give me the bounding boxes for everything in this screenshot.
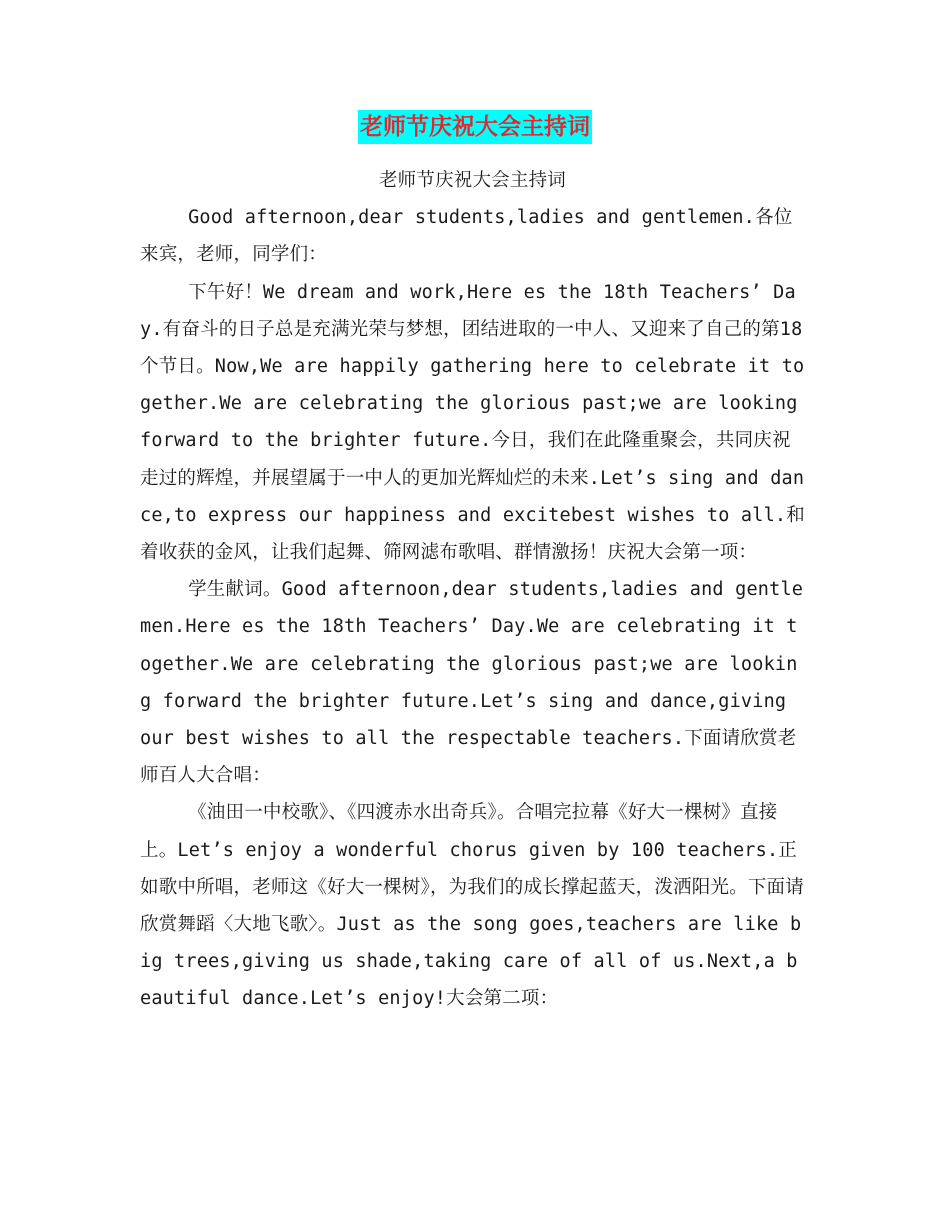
document-title: 老师节庆祝大会主持词 xyxy=(358,110,592,144)
paragraph-3: 学生献词。Good afternoon,dear students,ladies and gentlemen.Here es the 18th Teachers’ Day.We are celebrating it together.We are celebrating the glorious past;we are looking forward the brighter future.Let’s sing and dance,giving our best wishes to all the respectable teachers.下面请欣赏老师百人大合唱： xyxy=(140,579,804,787)
document-body xyxy=(140,162,805,1018)
paragraph-4: 《油田一中校歌》、《四渡赤水出奇兵》。合唱完拉幕《好大一棵树》直接上。Let’s enjoy a wonderful chorus given by 100 teachers.正如歌中所唱，老师这《好大一棵树》，为我们的成长撑起蓝天，泼洒阳光。下面请欣赏舞蹈〈大地飞歌〉。Just as the song goes,teachers are like big trees,giving us shade,taking care of all of us.Next,a beautiful dance.Let’s enjoy!大会第二项： xyxy=(140,802,804,1010)
paragraph-1: Good afternoon,dear students,ladies and gentlemen.各位来宾，老师，同学们： xyxy=(140,207,793,266)
paragraph-2: 下午好！We dream and work,Here es the 18th Teachers’ Day.有奋斗的日子总是充满光荣与梦想，团结进取的一中人、又迎来了自己的第18个节日。Now,We are happily gathering here to celebrate it together.We are celebrating the glorious past;we are looking forward to the brighter future.今日，我们在此隆重聚会，共同庆祝走过的辉煌，并展望属于一中人的更加光辉灿烂的未来.Let’s sing and dance,to express our happiness and excitebest wishes to all.和着收获的金风，让我们起舞、筛网滤布歌唱、群情激扬！庆祝大会第一项： xyxy=(140,281,805,564)
document-subtitle: 老师节庆祝大会主持词 xyxy=(378,170,566,191)
title-container xyxy=(0,110,950,144)
